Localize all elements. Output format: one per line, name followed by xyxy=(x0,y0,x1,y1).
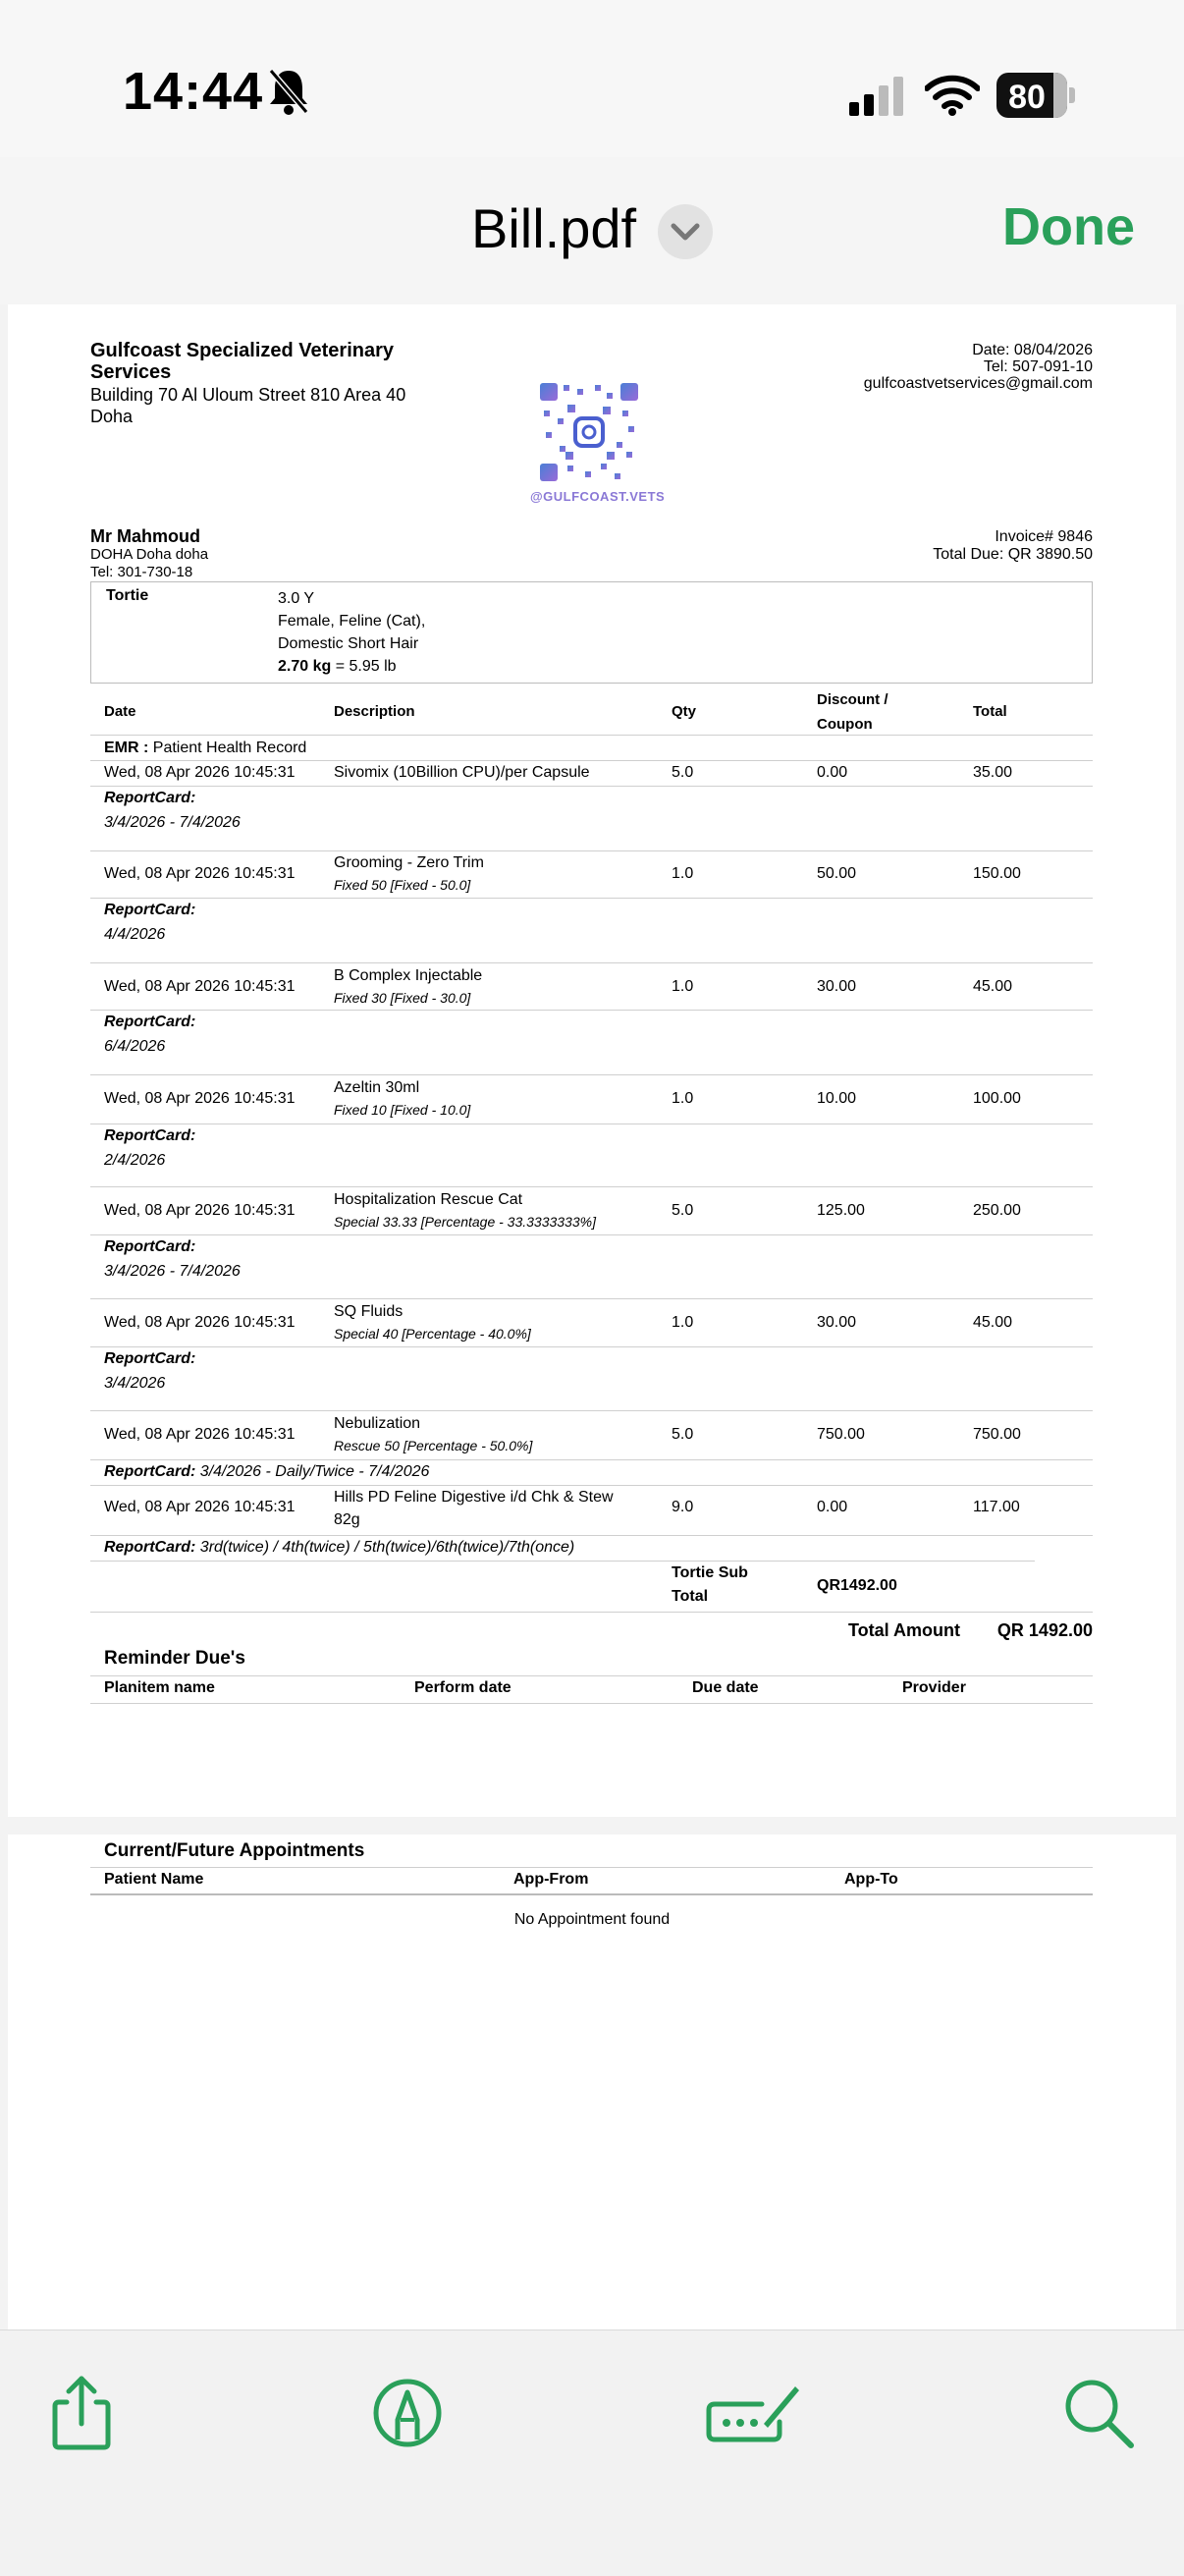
reportcard-label: ReportCard: xyxy=(104,790,196,806)
reportcard-text: 2/4/2026 xyxy=(104,1152,166,1169)
chevron-down-icon xyxy=(658,204,713,259)
client-name: Mr Mahmoud xyxy=(90,526,200,546)
row-total: 45.00 xyxy=(973,1314,1013,1331)
reminders-title: Reminder Due's xyxy=(104,1648,245,1669)
markup-button[interactable] xyxy=(363,2369,452,2457)
signature-button[interactable] xyxy=(705,2369,803,2457)
row-discount: 30.00 xyxy=(817,1314,857,1331)
row-qty: 1.0 xyxy=(672,865,694,882)
row-qty: 5.0 xyxy=(672,1202,694,1219)
bottom-toolbar xyxy=(0,2329,1184,2576)
row-date: Wed, 08 Apr 2026 10:45:31 xyxy=(104,1202,296,1219)
title-menu-button[interactable] xyxy=(658,204,713,259)
row-qty: 1.0 xyxy=(672,1090,694,1107)
row-desc: Grooming - Zero Trim xyxy=(334,854,484,871)
row-discount: 0.00 xyxy=(817,764,848,781)
col-qty: Qty xyxy=(672,703,697,720)
search-button[interactable] xyxy=(1054,2369,1143,2457)
row-date: Wed, 08 Apr 2026 10:45:31 xyxy=(104,1499,296,1515)
row-total: 150.00 xyxy=(973,865,1021,882)
signal-icon xyxy=(849,77,908,116)
reportcard-text: 3/4/2026 xyxy=(104,1375,166,1392)
done-button[interactable]: Done xyxy=(1002,197,1135,256)
row-date: Wed, 08 Apr 2026 10:45:31 xyxy=(104,865,296,882)
row-total: 250.00 xyxy=(973,1202,1021,1219)
row-total: 117.00 xyxy=(973,1499,1020,1515)
appointments-title: Current/Future Appointments xyxy=(104,1840,365,1861)
pet-info-box xyxy=(90,581,1093,684)
row-sub: Rescue 50 [Percentage - 50.0%] xyxy=(334,1438,533,1453)
share-icon xyxy=(37,2369,126,2457)
pet-breed: Domestic Short Hair xyxy=(278,635,419,652)
row-sub: 82g xyxy=(334,1511,360,1528)
battery-icon xyxy=(996,73,1077,118)
total-due: Total Due: QR 3890.50 xyxy=(933,546,1093,563)
row-sub: Fixed 50 [Fixed - 50.0] xyxy=(334,877,471,893)
row-sub: Special 33.33 [Percentage - 33.3333333%] xyxy=(334,1214,596,1230)
appointment-col-from: App-From xyxy=(513,1871,589,1888)
row-qty: 5.0 xyxy=(672,764,694,781)
subtotal-value: QR1492.00 xyxy=(817,1577,897,1594)
clinic-address-2: Doha xyxy=(90,407,134,426)
row-desc: Nebulization xyxy=(334,1415,421,1432)
reportcard-label: ReportCard: xyxy=(104,1127,196,1144)
markup-icon xyxy=(363,2369,452,2457)
row-discount: 30.00 xyxy=(817,978,857,995)
row-discount: 0.00 xyxy=(817,1499,848,1515)
row-discount: 125.00 xyxy=(817,1202,865,1219)
document-title: Bill.pdf xyxy=(471,197,637,259)
row-qty: 1.0 xyxy=(672,1314,694,1331)
appointments-section xyxy=(0,1835,1184,2326)
row-date: Wed, 08 Apr 2026 10:45:31 xyxy=(104,978,296,995)
reportcard-row: ReportCard: 3rd(twice) / 4th(twice) / 5th(twice)/6th(twice)/7th(once) xyxy=(104,1539,575,1556)
invoice-number: Invoice# 9846 xyxy=(995,528,1093,545)
pet-weight: 2.70 kg = 5.95 lb xyxy=(278,658,397,675)
reportcard-label: ReportCard: xyxy=(104,1014,196,1030)
row-date: Wed, 08 Apr 2026 10:45:31 xyxy=(104,1090,296,1107)
row-date: Wed, 08 Apr 2026 10:45:31 xyxy=(104,1314,296,1331)
clinic-tel: Tel: 507-091-10 xyxy=(983,358,1093,375)
reportcard-text: 6/4/2026 xyxy=(104,1038,166,1055)
row-date: Wed, 08 Apr 2026 10:45:31 xyxy=(104,1426,296,1443)
reportcard-text: 3/4/2026 - 7/4/2026 xyxy=(104,1263,241,1280)
reminder-col-due: Due date xyxy=(692,1679,759,1696)
row-desc: SQ Fluids xyxy=(334,1303,404,1320)
clinic-email: gulfcoastvetservices@gmail.com xyxy=(863,375,1093,392)
pet-age: 3.0 Y xyxy=(278,590,315,607)
qr-code-icon xyxy=(538,381,640,483)
row-date: Wed, 08 Apr 2026 10:45:31 xyxy=(104,764,296,781)
clinic-name: Gulfcoast Specialized Veterinary xyxy=(90,340,395,361)
row-desc: B Complex Injectable xyxy=(334,967,483,984)
row-total: 100.00 xyxy=(973,1090,1021,1107)
row-desc: Sivomix (10Billion CPU)/per Capsule xyxy=(334,764,590,781)
status-time: 14:44 xyxy=(123,62,264,121)
row-total: 750.00 xyxy=(973,1426,1021,1443)
subtotal-label: Tortie Sub xyxy=(672,1564,748,1581)
row-total: 35.00 xyxy=(973,764,1013,781)
col-description: Description xyxy=(334,703,415,720)
row-desc: Hospitalization Rescue Cat xyxy=(334,1191,523,1208)
row-discount: 750.00 xyxy=(817,1426,865,1443)
pet-sex-species: Female, Feline (Cat), xyxy=(278,613,426,630)
row-qty: 1.0 xyxy=(672,978,694,995)
share-button[interactable] xyxy=(37,2369,126,2457)
row-desc: Hills PD Feline Digestive i/d Chk & Stew xyxy=(334,1489,614,1506)
emr-row: EMR : Patient Health Record xyxy=(104,740,307,756)
row-qty: 5.0 xyxy=(672,1426,694,1443)
signature-icon xyxy=(705,2369,803,2457)
col-discount: Discount / xyxy=(817,691,888,708)
client-city: DOHA Doha doha xyxy=(90,546,209,563)
row-total: 45.00 xyxy=(973,978,1013,995)
row-discount: 10.00 xyxy=(817,1090,857,1107)
col-total: Total xyxy=(973,703,1007,720)
silent-bell-icon xyxy=(267,67,310,116)
reminder-col-planitem: Planitem name xyxy=(104,1679,215,1696)
client-tel: Tel: 301-730-18 xyxy=(90,564,193,580)
reportcard-label: ReportCard: xyxy=(104,1238,196,1255)
pet-name: Tortie xyxy=(106,587,149,604)
reportcard-row: ReportCard: 3/4/2026 - Daily/Twice - 7/4/2026 xyxy=(104,1463,430,1480)
total-amount-value: QR 1492.00 xyxy=(996,1620,1093,1640)
row-qty: 9.0 xyxy=(672,1499,694,1515)
reportcard-text: 3/4/2026 - 7/4/2026 xyxy=(104,814,241,831)
reportcard-label: ReportCard: xyxy=(104,902,196,918)
row-sub: Fixed 30 [Fixed - 30.0] xyxy=(334,990,471,1006)
reminder-col-perform: Perform date xyxy=(414,1679,511,1696)
clinic-address: Building 70 Al Uloum Street 810 Area 40 xyxy=(90,385,406,405)
reportcard-label: ReportCard: xyxy=(104,1350,196,1367)
row-sub: Fixed 10 [Fixed - 10.0] xyxy=(334,1102,471,1118)
wifi-icon xyxy=(925,75,980,116)
reminder-col-provider: Provider xyxy=(902,1679,966,1696)
battery-level: 80 xyxy=(1008,79,1046,116)
col-coupon: Coupon xyxy=(817,716,873,733)
qr-label: @GULFCOAST.VETS xyxy=(530,489,666,504)
search-icon xyxy=(1054,2369,1143,2457)
row-desc: Azeltin 30ml xyxy=(334,1079,420,1096)
no-appointments: No Appointment found xyxy=(513,1911,671,1928)
subtotal-label-2: Total xyxy=(672,1588,709,1605)
total-amount-label: Total Amount xyxy=(848,1620,960,1640)
clinic-name-2: Services xyxy=(90,361,172,383)
row-discount: 50.00 xyxy=(817,865,857,882)
appointment-col-to: App-To xyxy=(844,1871,898,1888)
reportcard-text: 4/4/2026 xyxy=(104,926,166,943)
invoice-date: Date: 08/04/2026 xyxy=(972,342,1093,358)
appointment-col-patient: Patient Name xyxy=(104,1871,204,1888)
row-sub: Special 40 [Percentage - 40.0%] xyxy=(334,1326,531,1342)
col-date: Date xyxy=(104,703,136,720)
